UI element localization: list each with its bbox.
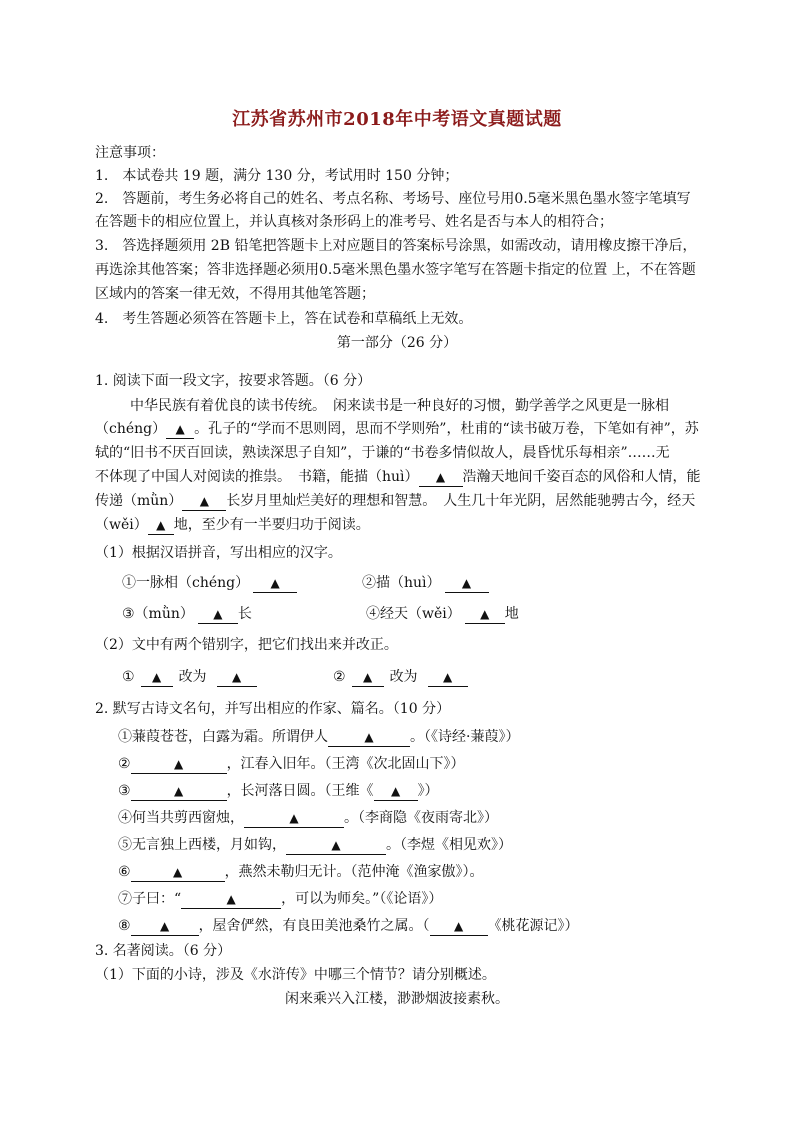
answer-blank[interactable]: ▲	[181, 890, 281, 909]
answer-blank[interactable]: ▲	[198, 605, 238, 624]
q2-line-5: ⑤无言独上西楼，月如钩， ▲ 。（李煜《相见欢》）	[118, 837, 512, 853]
q2-line-7: ⑦子曰：“ ▲ ，可以为师矣。”（《论语》）	[118, 891, 443, 907]
answer-blank[interactable]: ▲	[182, 492, 226, 511]
answer-blank[interactable]: ▲	[253, 574, 297, 593]
q2-line-1: ①蒹葭苍苍，白露为霜。所谓伊人 ▲ 。（《诗经·蒹葭》）	[118, 729, 520, 745]
q1-sub2-item-2: ② ▲ 改为 ▲	[333, 666, 468, 688]
q1-sub1-item-c: ③（mǜn） ▲ 长	[122, 606, 252, 622]
q3-heading: 3. 名著阅读。（6 分）	[95, 943, 232, 959]
q2-line-8: ⑧ ▲ ，屋舍俨然，有良田美池桑竹之属。（ ▲ 《桃花源记》）	[118, 918, 579, 934]
notice-item-3-cont2: 区域内的答案一律无效，不得用其他笔答题；	[95, 286, 375, 302]
q1-paragraph-line-3: 轼的“旧书不厌百回读，熟读深思子自知”，于谦的“书卷多情似故人，晨昏忧乐每相亲”……无	[95, 445, 670, 461]
answer-blank[interactable]: ▲	[131, 917, 199, 936]
answer-blank[interactable]: ▲	[244, 809, 344, 828]
q1-sub1-item-a: ①一脉相（chéng） ▲	[122, 572, 297, 594]
answer-blank[interactable]: ▲	[419, 468, 463, 487]
answer-blank[interactable]: ▲	[428, 668, 468, 687]
notice-item-1: 1. 本试卷共 19 题，满分 130 分，考试用时 150 分钟；	[95, 168, 459, 184]
notice-heading: 注意事项：	[95, 145, 165, 161]
q2-line-6: ⑥ ▲ ，燕然未勒归无计。（范仲淹《渔家傲》）。	[118, 864, 484, 880]
answer-blank[interactable]: ▲	[430, 917, 488, 936]
answer-blank[interactable]: ▲	[352, 668, 384, 687]
q3-sub1-heading: （1）下面的小诗，涉及《水浒传》中哪三个情节？请分别概述。	[95, 967, 496, 983]
q1-sub1-item-b: ②描（huì） ▲	[362, 572, 489, 594]
answer-blank[interactable]: ▲	[465, 605, 505, 624]
notice-item-3: 3. 答选择题须用 2B 铅笔把答题卡上对应题目的答案标号涂黑，如需改动，请用橡皮擦干净后，	[95, 238, 697, 254]
q1-sub1-item-d: ④经天（wěi） ▲ 地	[366, 606, 519, 622]
q1-sub2-heading: （2）文中有两个错别字，把它们找出来并改正。	[95, 637, 398, 653]
q1-paragraph-line-2: （chéng） ▲ 。孔子的“学而不思则罔，思而不学则殆”，杜甫的“读书破万卷，下笔如有神”，苏	[95, 421, 699, 437]
q1-paragraph-line-6: （wěi） ▲ 地，至少有一半要归功于阅读。	[95, 517, 370, 533]
q2-line-4: ④何当共剪西窗烛， ▲ 。（李商隐《夜雨寄北》）	[118, 810, 498, 826]
notice-item-3-cont: 再选涂其他答案；答非选择题必须用0.5毫米黑色墨水签字笔写在答题卡指定的位置 上，不在答题	[95, 262, 696, 278]
answer-blank[interactable]: ▲	[286, 836, 386, 855]
q2-line-3: ③ ▲ ，长河落日圆。（王维《 ▲ 》）	[118, 783, 439, 799]
q2-heading: 2. 默写古诗文名句，并写出相应的作家、篇名。（10 分）	[95, 701, 451, 717]
q1-paragraph-line-5: 传递（mǜn） ▲ 长岁月里灿烂美好的理想和智慧。 人生几十年光阴，居然能驰骋古今，经天	[95, 493, 696, 509]
part-heading: 第一部分（26 分）	[336, 335, 458, 351]
notice-item-2: 2. 答题前，考生务必将自己的姓名、考点名称、考场号、座位号用0.5毫米黑色墨水签字笔填写	[95, 191, 691, 207]
answer-blank[interactable]: ▲	[166, 420, 194, 439]
document-title: 江苏省苏州市2018年中考语文真题试题	[232, 109, 562, 130]
answer-blank[interactable]: ▲	[131, 755, 227, 774]
notice-item-4: 4. 考生答题必须答在答题卡上，答在试卷和草稿纸上无效。	[95, 311, 473, 327]
answer-blank[interactable]: ▲	[148, 516, 174, 535]
notice-item-2-cont: 在答题卡的相应位置上，并认真核对条形码上的准考号、姓名是否与本人的相符合；	[95, 214, 613, 230]
q2-line-2: ② ▲ ，江春入旧年。（王湾《次北固山下》）	[118, 756, 465, 772]
answer-blank[interactable]: ▲	[131, 782, 227, 801]
answer-blank[interactable]: ▲	[328, 728, 410, 747]
q1-paragraph-line-4: 不体现了中国人对阅读的推祟。 书籍，能描（huì） ▲ 浩瀚天地间千姿百态的风俗和人情，能	[95, 469, 701, 485]
q1-sub1-heading: （1）根据汉语拼音，写出相应的汉字。	[95, 545, 342, 561]
answer-blank[interactable]: ▲	[131, 863, 225, 882]
answer-blank[interactable]: ▲	[374, 782, 418, 801]
answer-blank[interactable]: ▲	[445, 574, 489, 593]
answer-blank[interactable]: ▲	[217, 668, 257, 687]
q1-heading: 1. 阅读下面一段文字，按要求答题。（6 分）	[95, 373, 372, 389]
answer-blank[interactable]: ▲	[141, 668, 173, 687]
q1-paragraph-line-1: 中华民族有着优良的读书传统。 闲来读书是一种良好的习惯，勤学善学之风更是一脉相	[130, 398, 669, 414]
q3-poem-line: 闲来乘兴入江楼，渺渺烟波接素秋。	[285, 991, 509, 1007]
q1-sub2-item-1: ① ▲ 改为 ▲	[122, 666, 257, 688]
